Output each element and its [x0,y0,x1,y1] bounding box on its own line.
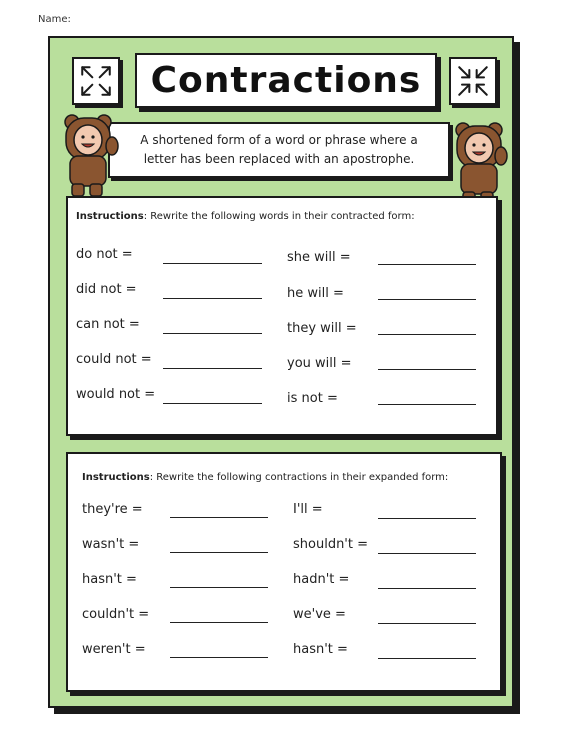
answer-line[interactable] [163,298,262,299]
answer-line[interactable] [163,403,262,404]
answer-line[interactable] [170,552,268,553]
word-item: he will = [287,286,344,301]
title-box [135,53,437,108]
answer-line[interactable] [170,517,268,518]
word-item: can not = [76,317,140,332]
bear-costume-kid-left [58,110,124,198]
definition-text: A shortened form of a word or phrase where a letter has been replaced with an apostrophe. [140,133,418,166]
contraction-item: shouldn't = [293,537,369,552]
contraction-item: they're = [82,502,143,517]
answer-line[interactable] [378,404,476,405]
contraction-item: hasn't = [82,572,137,587]
answer-line[interactable] [378,553,476,554]
answer-line[interactable] [170,657,268,658]
answer-line[interactable] [378,623,476,624]
contraction-item: hadn't = [293,572,350,587]
word-item: she will = [287,250,351,265]
contraction-item: hasn't = [293,642,348,657]
definition-box [108,122,450,178]
answer-line[interactable] [378,334,476,335]
answer-line[interactable] [378,658,476,659]
answer-line[interactable] [170,622,268,623]
instructions-1 [76,211,415,222]
instructions-2 [82,472,448,483]
answer-line[interactable] [378,299,476,300]
page-title: Contractions [150,60,422,101]
instructions-2-text: : Rewrite the following contractions in their expanded form: [149,472,449,483]
answer-line[interactable] [163,333,262,334]
word-item: they will = [287,321,357,336]
name-label: Name: [38,14,71,25]
word-item: is not = [287,391,338,406]
word-item: could not = [76,352,152,367]
answer-line[interactable] [378,264,476,265]
collapse-arrows-icon [449,57,497,105]
contraction-item: we've = [293,607,346,622]
answer-line[interactable] [378,588,476,589]
word-item: did not = [76,282,137,297]
answer-line[interactable] [163,368,262,369]
contraction-item: wasn't = [82,537,140,552]
bear-costume-kid-right [443,118,509,206]
word-item: you will = [287,356,352,371]
answer-line[interactable] [170,587,268,588]
contraction-item: I'll = [293,502,323,517]
answer-line[interactable] [378,369,476,370]
expand-arrows-icon [72,57,120,105]
word-item: would not = [76,387,156,402]
instructions-2-bold: Instructions [82,472,150,483]
instructions-1-text: : Rewrite the following words in their contracted form: [143,211,415,222]
word-item: do not = [76,247,133,262]
contraction-item: couldn't = [82,607,150,622]
answer-line[interactable] [378,518,476,519]
answer-line[interactable] [163,263,262,264]
contraction-item: weren't = [82,642,146,657]
instructions-1-bold: Instructions [76,211,144,222]
